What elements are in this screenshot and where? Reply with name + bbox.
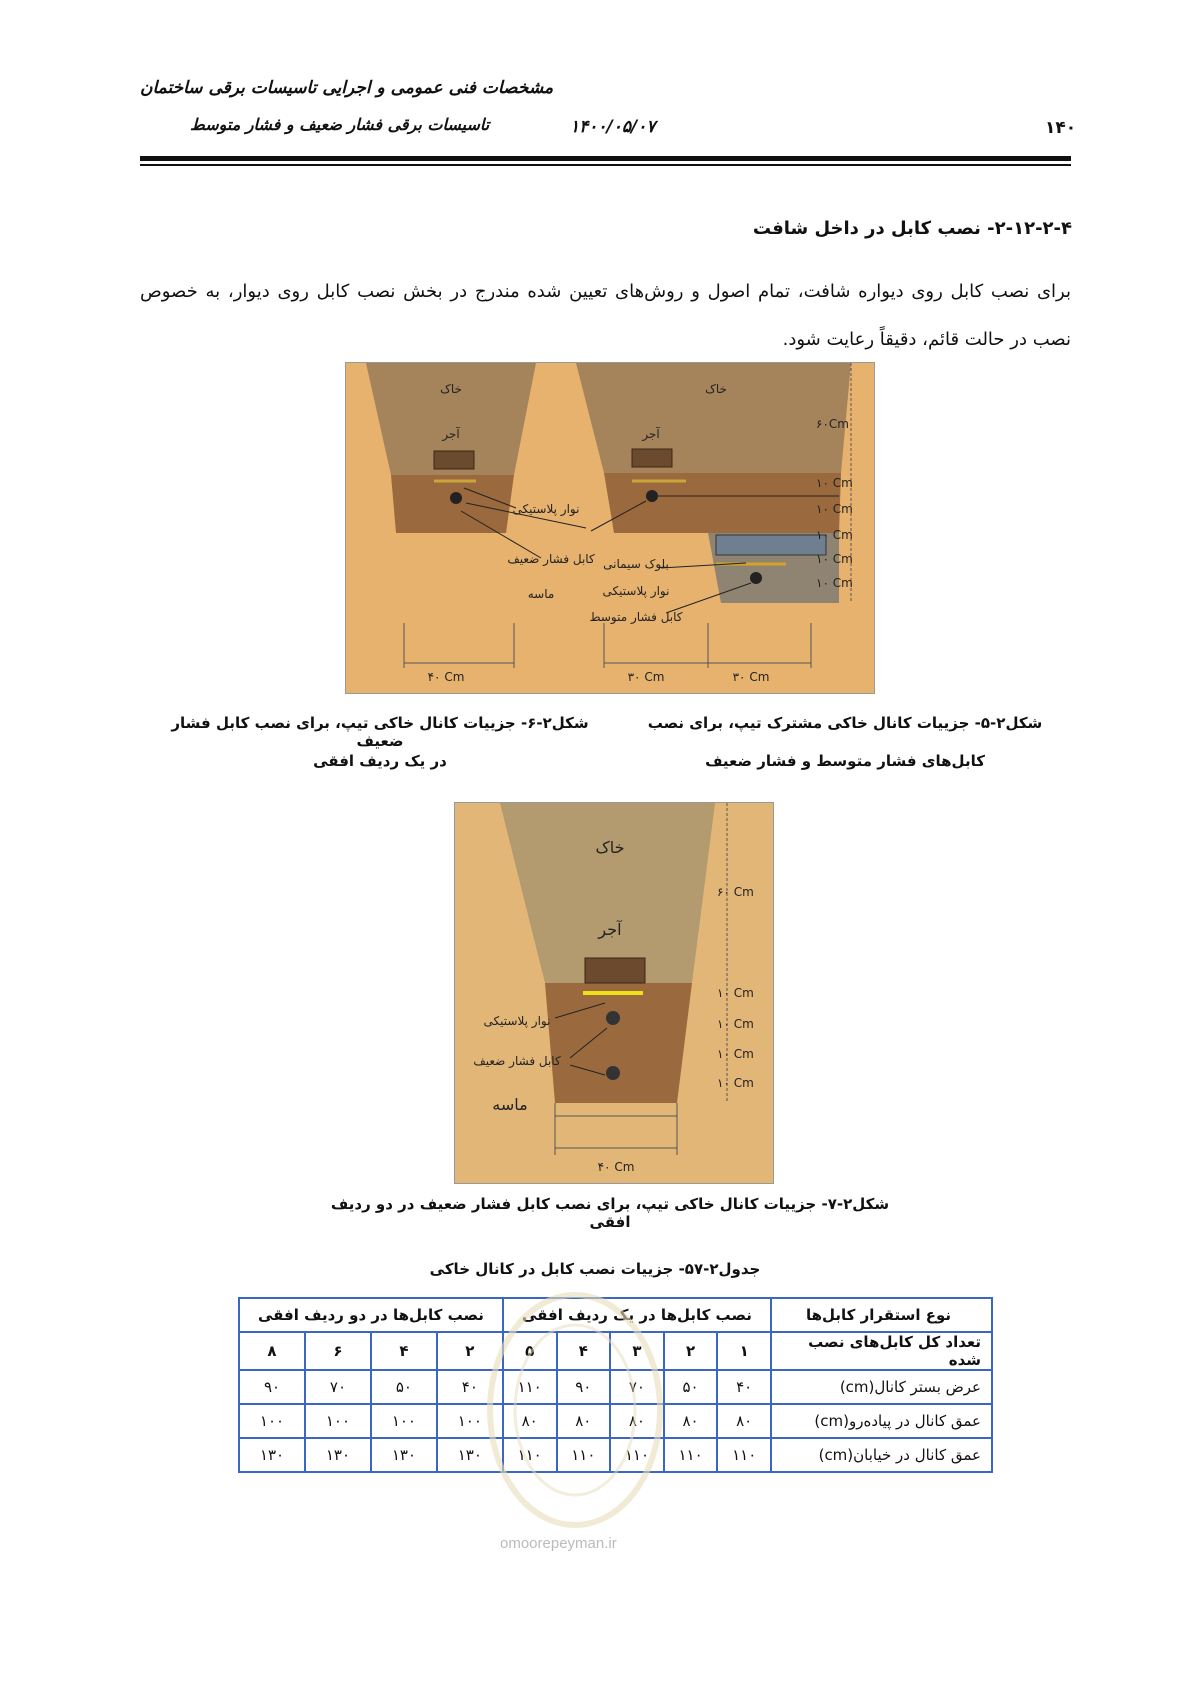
table-cell: ۸۰ xyxy=(557,1404,611,1438)
fig2-tape-label: نوار پلاستیکی xyxy=(483,1014,551,1028)
fig1-caption-right-line2: کابل‌های فشار متوسط و فشار ضعیف xyxy=(705,752,985,770)
section-paragraph: برای نصب کابل روی دیواره شافت، تمام اصول و روش‌های تعیین شده مندرج در بخش نصب کابل روی دیوار، به خصوص نصب در حالت قائم، دقیقاً رعایت شود. xyxy=(140,281,1071,350)
header-rule-thin xyxy=(140,164,1071,166)
count-cell: ۸ xyxy=(239,1332,305,1370)
fig1-caption-left-line2: در یک ردیف افقی xyxy=(313,752,447,770)
count-cell: ۵ xyxy=(503,1332,557,1370)
fig1-dim-10c: ۱۰ Cm xyxy=(816,528,853,542)
table-caption: جدول۲-۵۷- جزییات نصب کابل در کانال خاکی xyxy=(429,1260,761,1278)
row-label-cell: عمق کانال در پیاده‌رو(cm) xyxy=(771,1404,992,1438)
fig2-dim-10b: ۱۰ Cm xyxy=(717,1017,754,1031)
table-cell: ۸۰ xyxy=(503,1404,557,1438)
fig1-dim-10d: ۱۰ Cm xyxy=(816,552,853,566)
fig1-mv-label: کابل فشار متوسط xyxy=(589,610,683,624)
table-cell: ۱۱۰ xyxy=(717,1438,771,1472)
table-cell: ۸۰ xyxy=(610,1404,664,1438)
table-cell: ۱۰۰ xyxy=(371,1404,437,1438)
table-cell: ۱۰۰ xyxy=(437,1404,503,1438)
fig1-dim-10b: ۱۰ Cm xyxy=(816,502,853,516)
figure-shared-trench xyxy=(345,362,875,694)
fig1-dim-10a: ۱۰ Cm xyxy=(816,476,853,490)
table-cell: ۷۰ xyxy=(305,1370,371,1404)
count-label-cell: تعداد کل کابل‌های نصب شده xyxy=(771,1332,992,1370)
header-title: مشخصات فنی عمومی و اجرایی تاسیسات برقی ساختمان xyxy=(140,78,554,98)
table-cell: ۱۰۰ xyxy=(305,1404,371,1438)
row-label-cell: عمق کانال در خیابان(cm) xyxy=(771,1438,992,1472)
fig2-dim-10d: ۱۰ Cm xyxy=(717,1076,754,1090)
watermark-text: omoorepeyman.ir xyxy=(500,1535,617,1552)
section-title: ۲-۱۲-۲-۴- نصب کابل در داخل شافت xyxy=(752,218,1072,239)
fig1-caption-right-line1: شکل۲-۵- جزییات کانال خاکی مشترک تیپ، برای نصب xyxy=(647,714,1043,732)
table-cell: ۱۱۰ xyxy=(610,1438,664,1472)
table-cell: ۷۰ xyxy=(610,1370,664,1404)
table-cell: ۵۰ xyxy=(371,1370,437,1404)
fig1-soil-label-right: خاک xyxy=(705,382,727,396)
count-cell: ۶ xyxy=(305,1332,371,1370)
count-cell: ۴ xyxy=(371,1332,437,1370)
fig1-tape-label: نوار پلاستیکی xyxy=(512,502,580,516)
header-subtitle: تاسیسات برقی فشار ضعیف و فشار متوسط xyxy=(190,115,490,134)
fig1-lv-label: کابل فشار ضعیف xyxy=(507,552,595,566)
count-cell: ۲ xyxy=(664,1332,718,1370)
count-cell: ۱ xyxy=(717,1332,771,1370)
table-cell: ۱۳۰ xyxy=(371,1438,437,1472)
table-cell: ۱۱۰ xyxy=(557,1438,611,1472)
fig1-caption-left-line1: شکل۲-۶- جزییات کانال خاکی تیپ، برای نصب کابل فشار ضعیف xyxy=(171,714,589,750)
table-cell: ۱۳۰ xyxy=(437,1438,503,1472)
row-label-cell: عرض بستر کانال(cm) xyxy=(771,1370,992,1404)
fig1-block-label: بلوک سیمانی xyxy=(603,557,669,571)
fig2-caption: شکل۲-۷- جزییات کانال خاکی تیپ، برای نصب کابل فشار ضعیف در دو ردیف افقی xyxy=(330,1195,890,1231)
fig1-dim-40: ۴۰ Cm xyxy=(427,670,465,684)
fig1-brick-label: آجر xyxy=(442,427,460,441)
header-date: ۱۴۰۰/۰۵/۰۷ xyxy=(570,117,656,137)
fig2-brick-label: آجر xyxy=(598,920,622,939)
table-cell: ۱۱۰ xyxy=(503,1438,557,1472)
header-rule xyxy=(140,156,1071,161)
fig1-tape2-label: نوار پلاستیکی xyxy=(602,584,670,598)
table-cell: ۵۰ xyxy=(664,1370,718,1404)
fig2-dim-40: ۴۰ Cm xyxy=(597,1160,635,1174)
count-cell: ۴ xyxy=(557,1332,611,1370)
table-cell: ۱۱۰ xyxy=(503,1370,557,1404)
table-cell: ۱۳۰ xyxy=(239,1438,305,1472)
fig1-dim-10e: ۱۰ Cm xyxy=(816,576,853,590)
fig1-brick-label-right: آجر xyxy=(642,427,660,441)
table-cell: ۹۰ xyxy=(239,1370,305,1404)
header-two-rows-cell: نصب کابل‌ها در دو ردیف افقی xyxy=(239,1298,503,1332)
fig1-dim-30a: ۳۰ Cm xyxy=(627,670,665,684)
table-cell: ۴۰ xyxy=(717,1370,771,1404)
fig2-soil-label: خاک xyxy=(595,838,625,857)
fig2-dim-60: ۶۰ Cm xyxy=(717,885,754,899)
fig2-dim-10a: ۱۰ Cm xyxy=(717,986,754,1000)
table-cell: ۱۰۰ xyxy=(239,1404,305,1438)
table-cell: ۸۰ xyxy=(717,1404,771,1438)
fig1-dim-30b: ۳۰ Cm xyxy=(732,670,770,684)
fig2-lv-label: کابل فشار ضعیف xyxy=(473,1054,561,1068)
count-cell: ۲ xyxy=(437,1332,503,1370)
fig2-dim-10c: ۱۰ Cm xyxy=(717,1047,754,1061)
header-type-cell: نوع استقرار کابل‌ها xyxy=(771,1298,992,1332)
table-cell: ۱۱۰ xyxy=(664,1438,718,1472)
watermark-seal xyxy=(485,1290,665,1530)
table-cell: ۹۰ xyxy=(557,1370,611,1404)
fig1-soil-label: خاک xyxy=(440,382,462,396)
fig2-sand-label: ماسه xyxy=(492,1095,528,1114)
header-one-row-cell: نصب کابل‌ها در یک ردیف افقی xyxy=(503,1298,771,1332)
fig1-dim-60: ۶۰Cm xyxy=(816,417,849,431)
page-number: ۱۴۰ xyxy=(1045,118,1077,138)
figure-two-row-trench xyxy=(454,802,774,1184)
fig1-sand-label: ماسه xyxy=(527,587,555,601)
table-cell: ۴۰ xyxy=(437,1370,503,1404)
table-cell: ۸۰ xyxy=(664,1404,718,1438)
count-cell: ۳ xyxy=(610,1332,664,1370)
table-cell: ۱۳۰ xyxy=(305,1438,371,1472)
